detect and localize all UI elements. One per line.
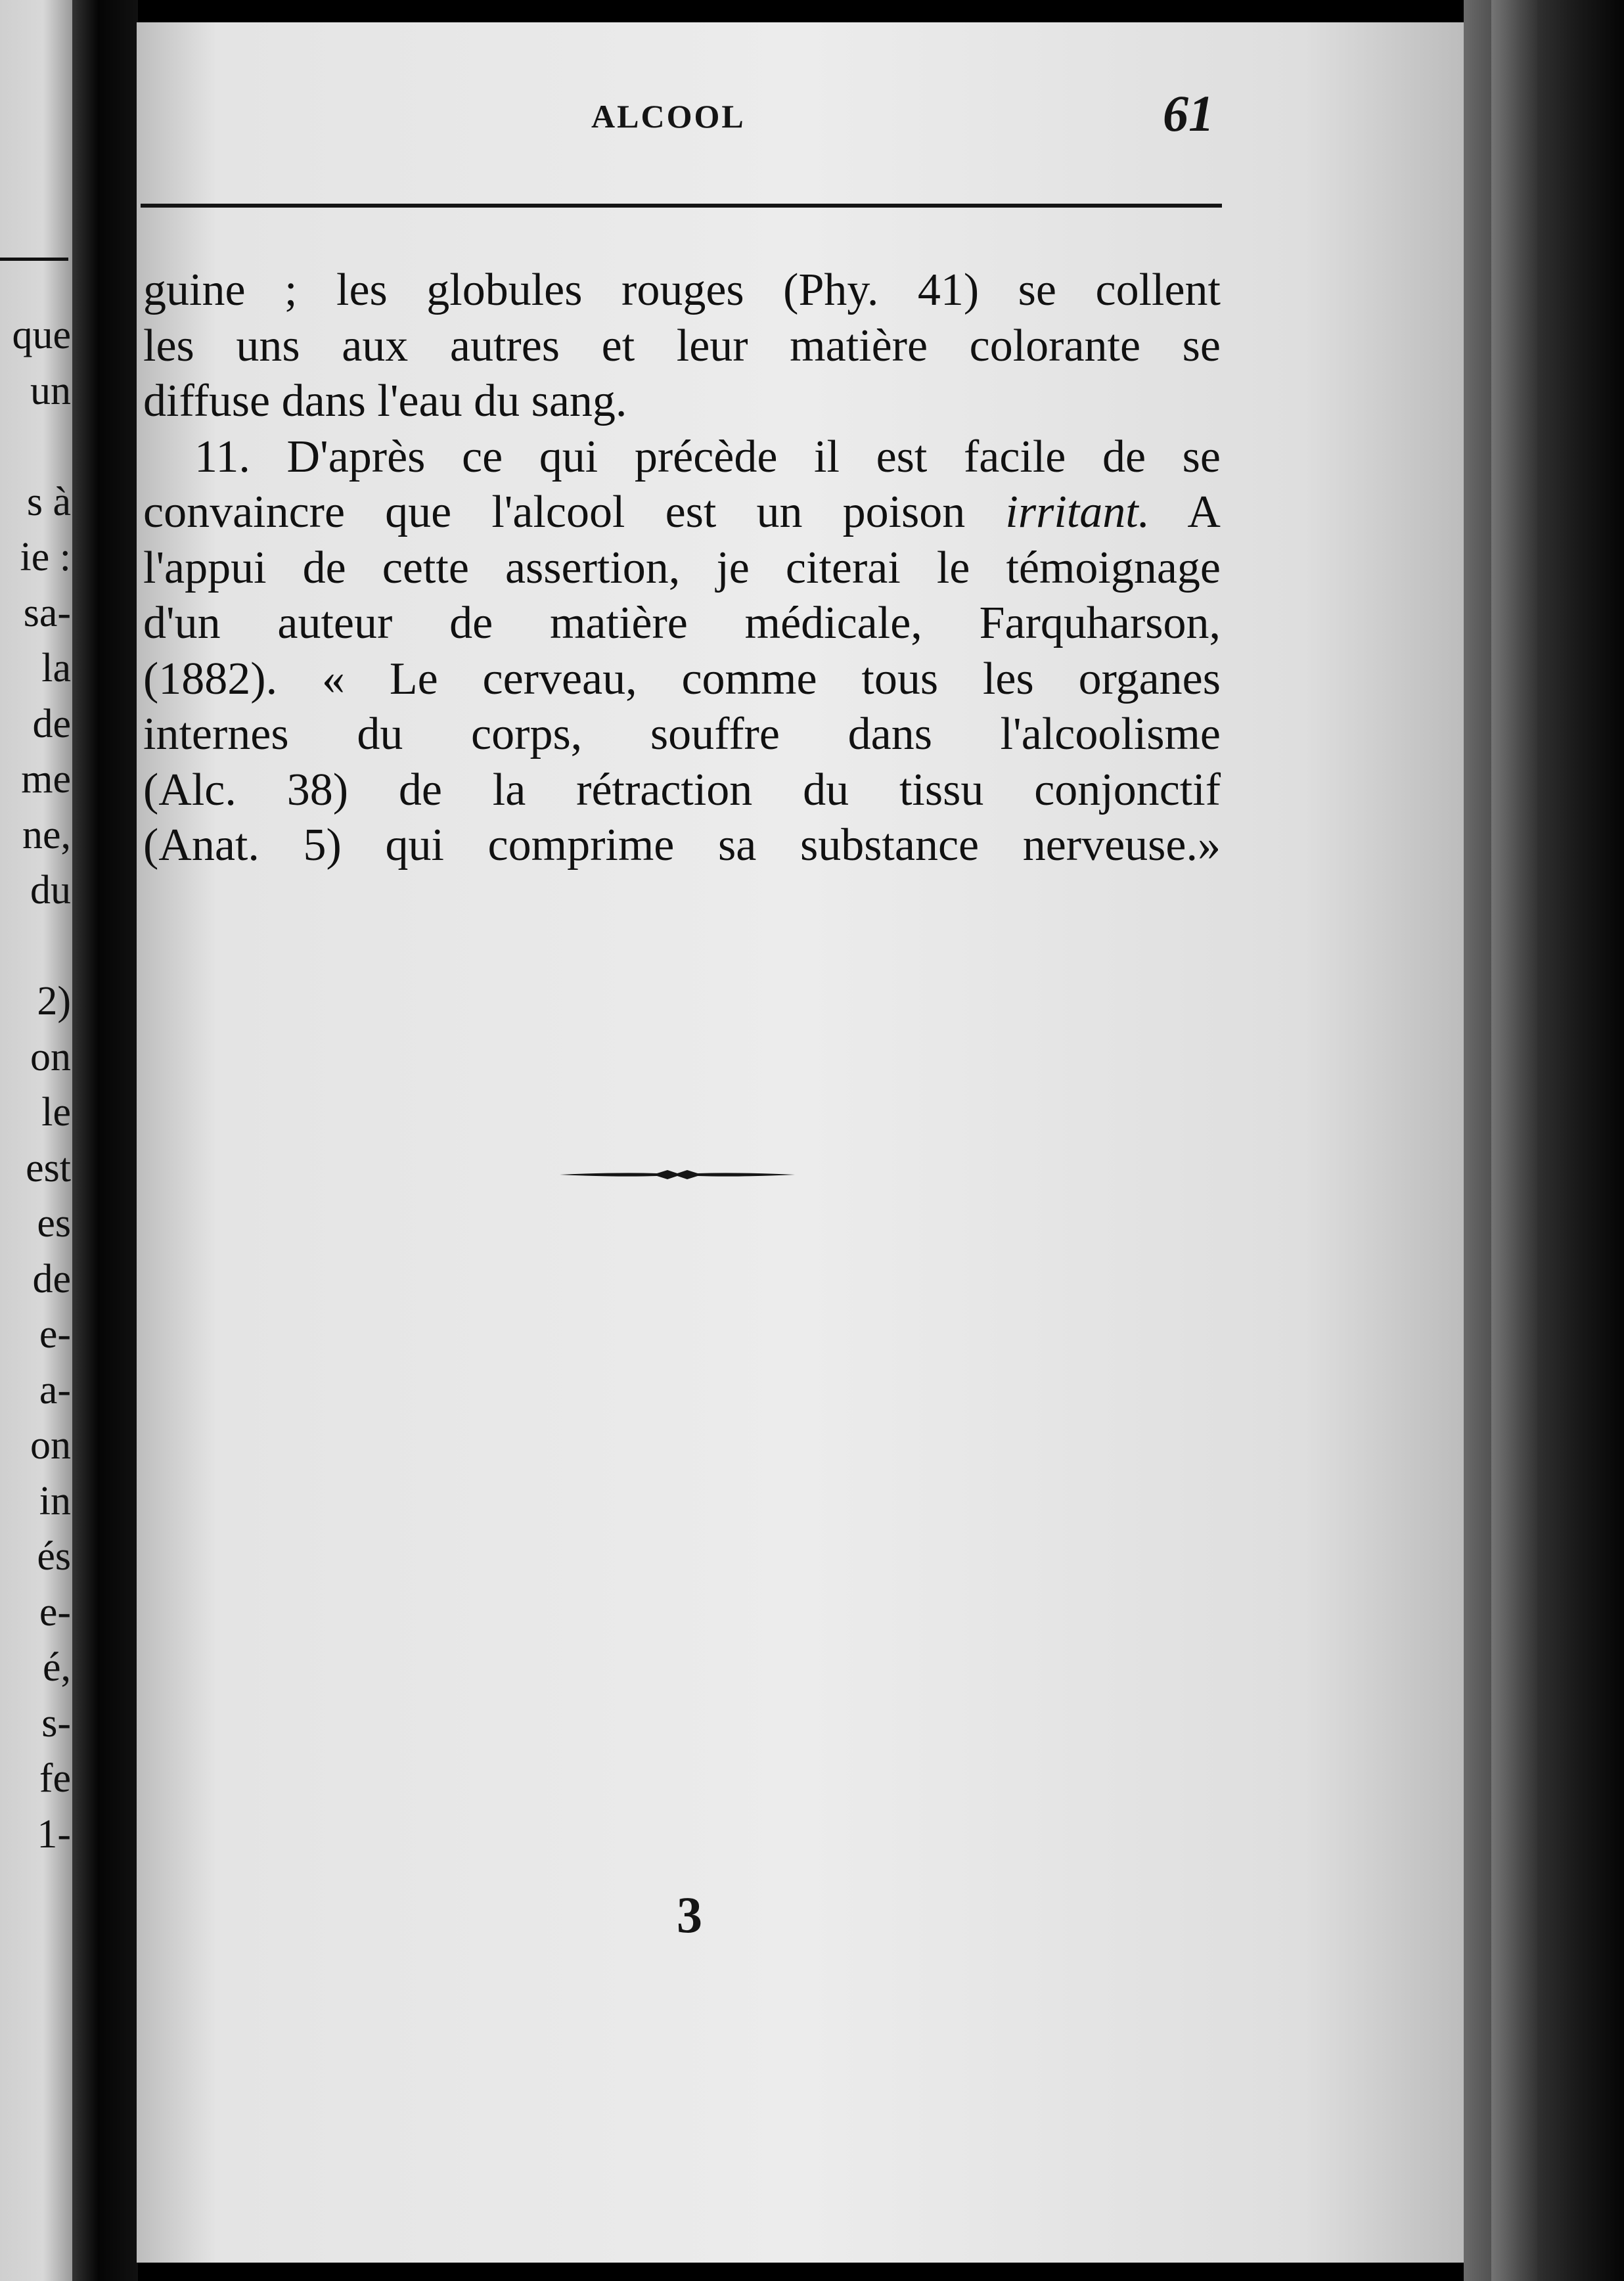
page-edge-right	[1464, 0, 1624, 2281]
left-page-fragment: un	[30, 368, 71, 413]
left-page-fragment: es	[37, 1201, 71, 1246]
left-page-fragment: sa-	[23, 590, 71, 635]
left-page-fragment: 1-	[37, 1811, 71, 1857]
left-page-fragment: on	[30, 1423, 71, 1468]
text-line: (Alc. 38) de la rétraction du tissu conjonctif	[143, 764, 1221, 815]
left-page-fragment: ie :	[20, 535, 71, 579]
text-run: convaincre que l'alcool est un poison	[143, 487, 1006, 537]
book-gutter	[72, 0, 138, 2281]
left-page-fragment: du	[30, 868, 71, 913]
left-page-fragment	[0, 418, 71, 474]
left-page-rule	[0, 258, 68, 261]
left-page-fragment: és	[37, 1534, 71, 1579]
text-line: internes du corps, souffre dans l'alcoolisme	[143, 709, 1221, 759]
text-line: (1882). « Le cerveau, comme tous les organes	[143, 653, 1221, 704]
left-page-fragment: de	[32, 701, 71, 746]
italic-text: irritant.	[1005, 487, 1150, 537]
left-page-fragment: a-	[39, 1367, 71, 1412]
left-page-fragment: e-	[39, 1589, 71, 1635]
paragraph-number: 11.	[194, 431, 250, 482]
left-page-fragment: me	[21, 757, 71, 802]
paragraph-11-line	[143, 430, 1221, 486]
page-edge-highlight	[1491, 0, 1537, 2281]
left-page-fragment: fe	[39, 1756, 71, 1801]
text-line	[143, 485, 1221, 541]
left-page-fragment: s à	[26, 479, 71, 524]
section-ornament-icon	[558, 1164, 796, 1185]
left-page-fragment: e-	[39, 1312, 71, 1357]
running-head: ALCOOL	[591, 98, 746, 135]
paragraph-text: D'après ce qui précède il est facile de se	[286, 431, 1221, 482]
text-line: (Anat. 5) qui comprime sa substance nerveuse.»	[143, 820, 1221, 870]
text-line: les uns aux autres et leur matière colorante se	[143, 320, 1221, 371]
left-page-fragments	[0, 307, 71, 1862]
header-rule	[141, 204, 1222, 208]
left-page-fragment: ne,	[22, 812, 71, 857]
body-text	[143, 263, 1221, 874]
left-page-fragment: la	[41, 646, 71, 690]
left-page-fragment: le	[41, 1090, 71, 1135]
text-line: guine ; les globules rouges (Phy. 41) se collent	[143, 265, 1221, 315]
left-page-fragment: de	[32, 1256, 71, 1301]
left-page-fragment: 2)	[37, 979, 71, 1024]
left-page-fragment: on	[30, 1034, 71, 1079]
left-facing-page	[0, 0, 72, 2281]
left-page-fragment: s-	[41, 1700, 71, 1746]
text-line: diffuse dans l'eau du sang.	[143, 376, 627, 426]
text-line: d'un auteur de matière médicale, Farquharson,	[143, 598, 1221, 648]
left-page-fragment: que	[12, 313, 71, 357]
text-run: A	[1150, 487, 1221, 537]
signature-mark: 3	[677, 1886, 702, 1943]
left-page-fragment: in	[39, 1478, 71, 1524]
left-page-fragment: est	[26, 1145, 71, 1190]
left-page-fragment	[0, 918, 71, 974]
left-page-fragment: é,	[42, 1645, 71, 1690]
text-line: l'appui de cette assertion, je citerai le témoignage	[143, 542, 1221, 593]
page-number: 61	[1163, 85, 1214, 142]
